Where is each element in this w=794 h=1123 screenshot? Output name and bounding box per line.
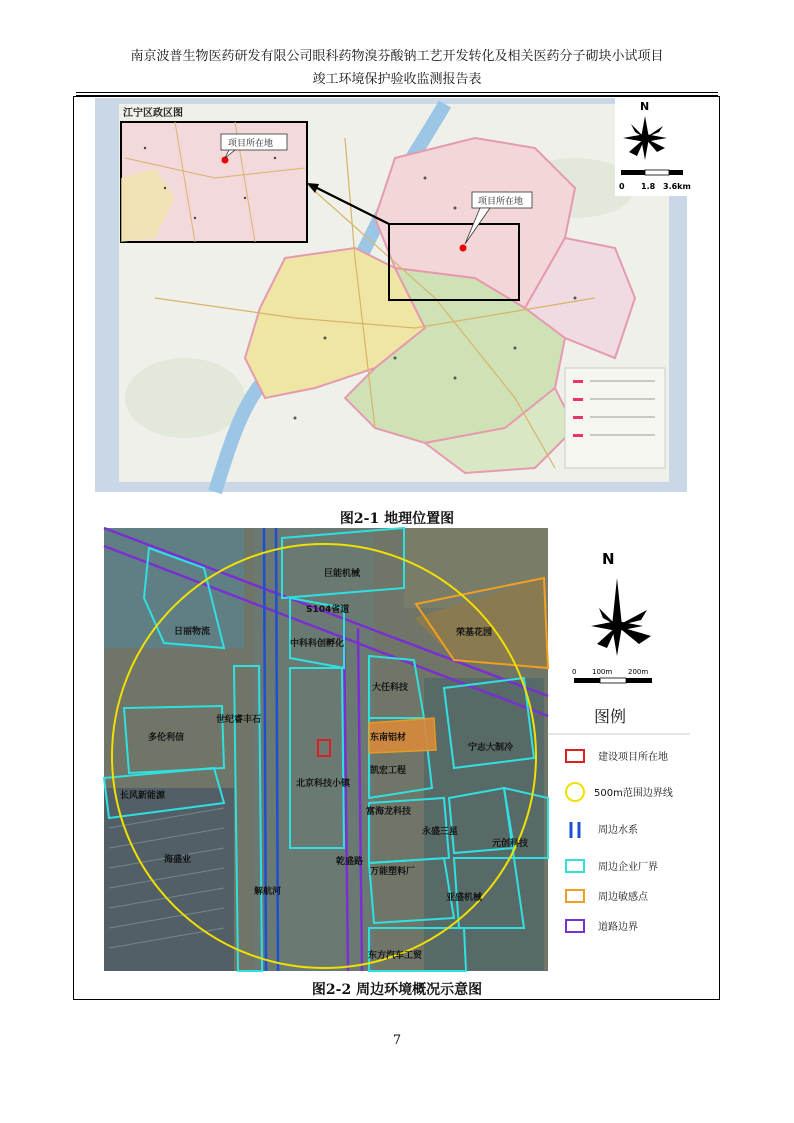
main-callout-label: 项目所在地 <box>478 197 524 207</box>
map-label: S104省道 <box>306 605 350 615</box>
map-label: 富海龙科技 <box>366 807 412 817</box>
scale-label-1a: 0 <box>619 182 625 191</box>
map-label: 大任科技 <box>372 683 409 693</box>
map-label: 东南铝材 <box>370 733 407 743</box>
map-label: 亚盛机械 <box>446 893 483 903</box>
legend-label-road: 道路边界 <box>598 922 638 933</box>
map-label: 解航河 <box>254 887 282 897</box>
map-label: 北京科技小镇 <box>296 779 351 789</box>
compass-north-1: N <box>640 100 650 113</box>
map-label: 荣基花园 <box>456 628 493 638</box>
report-header-subtitle: 竣工环境保护验收监测报告表 <box>312 72 482 87</box>
scale-label-2b: 100m <box>592 668 613 676</box>
map-label: 长风新能源 <box>120 791 166 801</box>
map-label: 乾盛路 <box>336 857 364 867</box>
map-label: 凯宏工程 <box>370 766 407 776</box>
map-label: 永盛三星 <box>422 827 459 837</box>
legend-label-500m: 500m范围边界线 <box>594 788 673 799</box>
map-label: 日丽物流 <box>174 627 211 637</box>
location-map <box>95 98 691 492</box>
scale-label-1b: 1.8 <box>641 182 656 191</box>
legend-label-enterprise: 周边企业厂界 <box>598 862 658 873</box>
map-label: 海盛业 <box>164 855 192 865</box>
page-number: 7 <box>392 1033 402 1048</box>
report-header-title: 南京波普生物医药研发有限公司眼科药物溴芬酸钠工艺开发转化及相关医药分子砌块小试项目 <box>130 49 664 64</box>
surroundings-map <box>104 528 690 971</box>
legend-label-sensitive: 周边敏感点 <box>598 892 648 903</box>
header-rule <box>76 92 718 93</box>
legend-label-project: 建设项目所在地 <box>598 752 668 763</box>
map-label: 元创科技 <box>492 839 529 849</box>
scale-label-1c: 3.6km <box>663 182 691 191</box>
figure2-caption: 图2-2 周边环境概况示意图 <box>311 982 483 998</box>
scale-label-2a: 0 <box>572 668 577 676</box>
map-label: 万能塑料厂 <box>370 867 416 877</box>
project-marker-main <box>460 245 467 252</box>
map-label: 东方汽车工贸 <box>368 951 423 961</box>
scale-label-2c: 200m <box>628 668 649 676</box>
map-label: 中科科创孵化 <box>290 639 345 649</box>
map-label: 多伦利信 <box>148 733 185 743</box>
map-title: 江宁区政区图 <box>123 108 183 119</box>
map-label: 世纪睿丰石 <box>216 715 262 725</box>
legend-label-water: 周边水系 <box>598 825 638 836</box>
figure1-caption: 图2-1 地理位置图 <box>339 511 455 527</box>
map-label: 宁志大制冷 <box>468 743 514 753</box>
map-label: 巨能机械 <box>324 569 361 579</box>
compass-north-2: N <box>602 550 615 568</box>
inset-callout-label: 项目所在地 <box>228 139 274 149</box>
legend-title: 图例 <box>594 707 627 726</box>
